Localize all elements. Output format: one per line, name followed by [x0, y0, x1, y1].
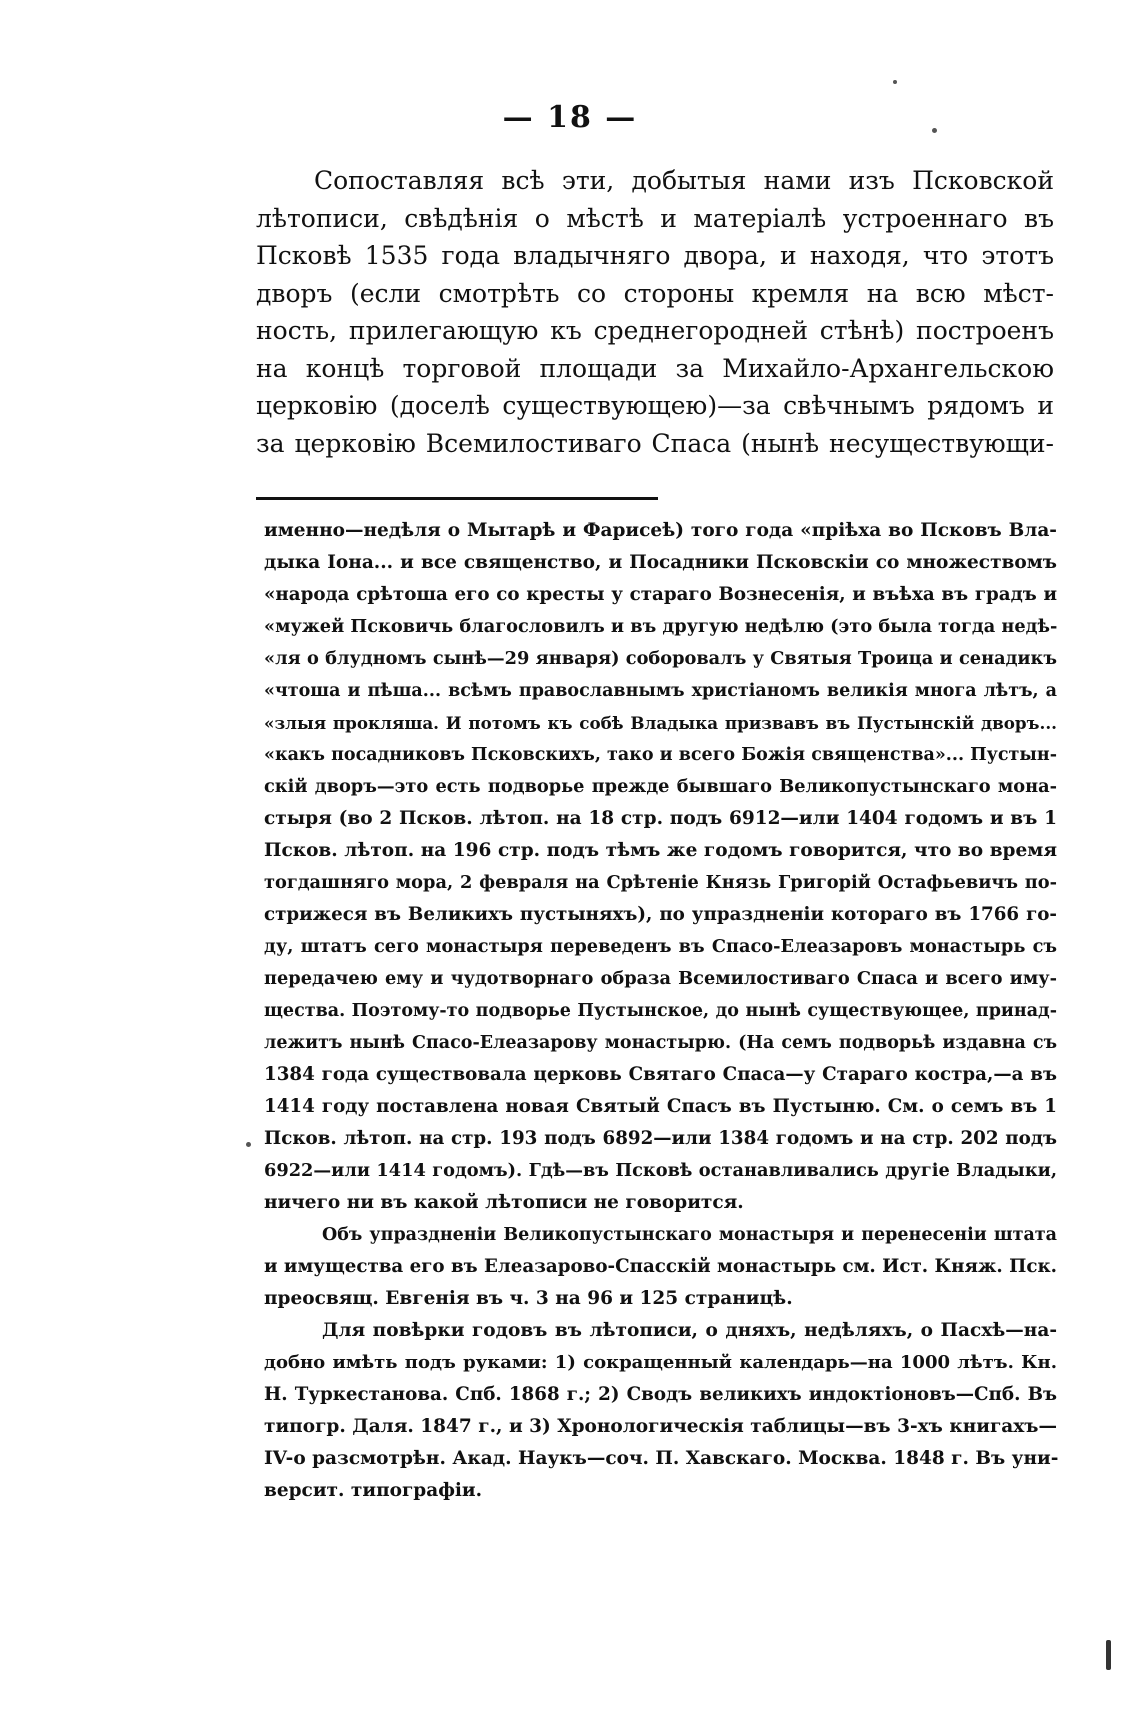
footnote-line: именно—недѣля о Мытарѣ и Фарисеѣ) того года «пріѣха во Псковъ Вла- [264, 520, 1057, 541]
footnote-line: лежитъ нынѣ Спасо-Елеазарову монастырю. (На семъ подворьѣ издавна съ [264, 1033, 1057, 1053]
footnote-line: щества. Поэтому-то подворье Пустынское, до нынѣ существующее, принад- [264, 1001, 1057, 1021]
footnote-line: Для повѣрки годовъ въ лѣтописи, о дняхъ, недѣляхъ, о Пасхѣ—на- [322, 1320, 1057, 1341]
footnote-line: «чтоша и пѣша... всѣмъ православнымъ христіаномъ великія многа лѣтъ, а [264, 681, 1057, 701]
footnote-line: скій дворъ—это есть подворье прежде бывшаго Великопустынскаго мона- [264, 776, 1057, 797]
footnote-line: «мужей Псковичь благословилъ и въ другую недѣлю (это была тогда недѣ- [264, 616, 1058, 637]
footnote-line: стыря (во 2 Псков. лѣтоп. на 18 стр. подъ 6912—или 1404 годомъ и въ 1 [264, 808, 1057, 829]
main-text-line: церковію (доселѣ существующею)—за свѣчнымъ рядомъ и [256, 391, 1054, 420]
footnote-line: Псков. лѣтоп. на 196 стр. подъ тѣмъ же годомъ говорится, что во время [264, 840, 1057, 861]
footnote-line: и имущества его въ Елеазарово-Спасскій монастырь см. Ист. Княж. Пск. [264, 1256, 1057, 1277]
footnote-line: «злыя прокляша. И потомъ къ собѣ Владыка призвавъ въ Пустынскій дворъ... [264, 713, 1057, 733]
footnote-line: 1384 года существовала церковь Святаго Спаса—у Стараго костра,—а въ [264, 1064, 1057, 1085]
scan-speck [1106, 1640, 1111, 1670]
footnote-line: передачею ему и чудотворнаго образа Всемилостиваго Спаса и всего иму- [264, 968, 1057, 989]
footnote-line: 6922—или 1414 годомъ). Гдѣ—въ Псковѣ останавливались другіе Владыки, [264, 1160, 1057, 1181]
main-text-line: ность, прилегающую къ среднегородней стѣнѣ) построенъ [256, 316, 1054, 345]
footnote-line: версит. типографіи. [264, 1480, 483, 1501]
scan-speck [893, 80, 897, 84]
footnote-line: Объ упраздненіи Великопустынскаго монастыря и перенесеніи штата [322, 1225, 1057, 1245]
main-text-line: Псковѣ 1535 года владычняго двора, и находя, что этотъ [256, 241, 1054, 270]
footnote-line: «народа срѣтоша его со кресты у стараго Вознесенія, и въѣха въ градъ и [264, 584, 1057, 605]
footnote [264, 515, 1057, 1507]
main-text-line: за церковію Всемилостиваго Спаса (нынѣ несуществующи- [256, 428, 1054, 458]
footnote-line: стрижеся въ Великихъ пустыняхъ), по упраздненіи котораго въ 1766 го- [264, 904, 1057, 925]
footnote-line: добно имѣть подъ руками: 1) сокращенный календарь—на 1000 лѣтъ. Кн. [264, 1352, 1057, 1373]
footnote-line: IV-о разсмотрѣн. Акад. Наукъ—соч. П. Хавскаго. Москва. 1848 г. Въ уни- [264, 1448, 1059, 1469]
main-text-line: на концѣ торговой площади за Михайло-Архангельскою [256, 353, 1054, 383]
main-text-line: Сопоставляя всѣ эти, добытыя нами изъ Псковской [314, 166, 1054, 195]
scan-speck [932, 128, 937, 133]
footnote-line: ду, штатъ сего монастыря переведенъ въ Спасо-Елеазаровъ монастырь съ [264, 936, 1057, 957]
footnote-line: тогдашняго мора, 2 февраля на Срѣтеніе Князь Григорій Остафьевичъ по- [264, 872, 1057, 893]
footnote-line: Н. Туркестанова. Спб. 1868 г.; 2) Сводъ великихъ индоктіоновъ—Спб. Въ [264, 1384, 1057, 1405]
page-number: — 18 — [502, 100, 638, 135]
footnote-line: Псков. лѣтоп. на стр. 193 подъ 6892—или 1384 годомъ и на стр. 202 подъ [264, 1128, 1057, 1149]
footnote-line: «какъ посадниковъ Псковскихъ, тако и всего Божія священства»... Пустын- [264, 745, 1057, 765]
footnote-divider [256, 497, 658, 500]
footnote-line: 1414 году поставлена новая Святый Спасъ въ Пустыню. См. о семъ въ 1 [264, 1096, 1057, 1117]
main-text [256, 162, 1054, 462]
main-text-line: дворъ (если смотрѣть со стороны кремля на всю мѣст- [256, 278, 1054, 308]
main-text-line: лѣтописи, свѣдѣнія о мѣстѣ и матеріалѣ устроеннаго въ [256, 203, 1054, 233]
footnote-line: типогр. Даля. 1847 г., и 3) Хронологическія таблицы—въ 3-хъ книгахъ— [264, 1416, 1057, 1437]
footnote-line: преосвящ. Евгенія въ ч. 3 на 96 и 125 страницѣ. [264, 1288, 793, 1309]
footnote-line: дыка Іона... и все священство, и Посадники Псковскіи со множествомъ [264, 552, 1057, 573]
footnote-line: ничего ни въ какой лѣтописи не говорится. [264, 1192, 744, 1213]
scan-speck [246, 1142, 251, 1147]
footnote-line: «ля о блудномъ сынѣ—29 января) соборовалъ у Святыя Троица и сенадикъ [264, 648, 1057, 669]
